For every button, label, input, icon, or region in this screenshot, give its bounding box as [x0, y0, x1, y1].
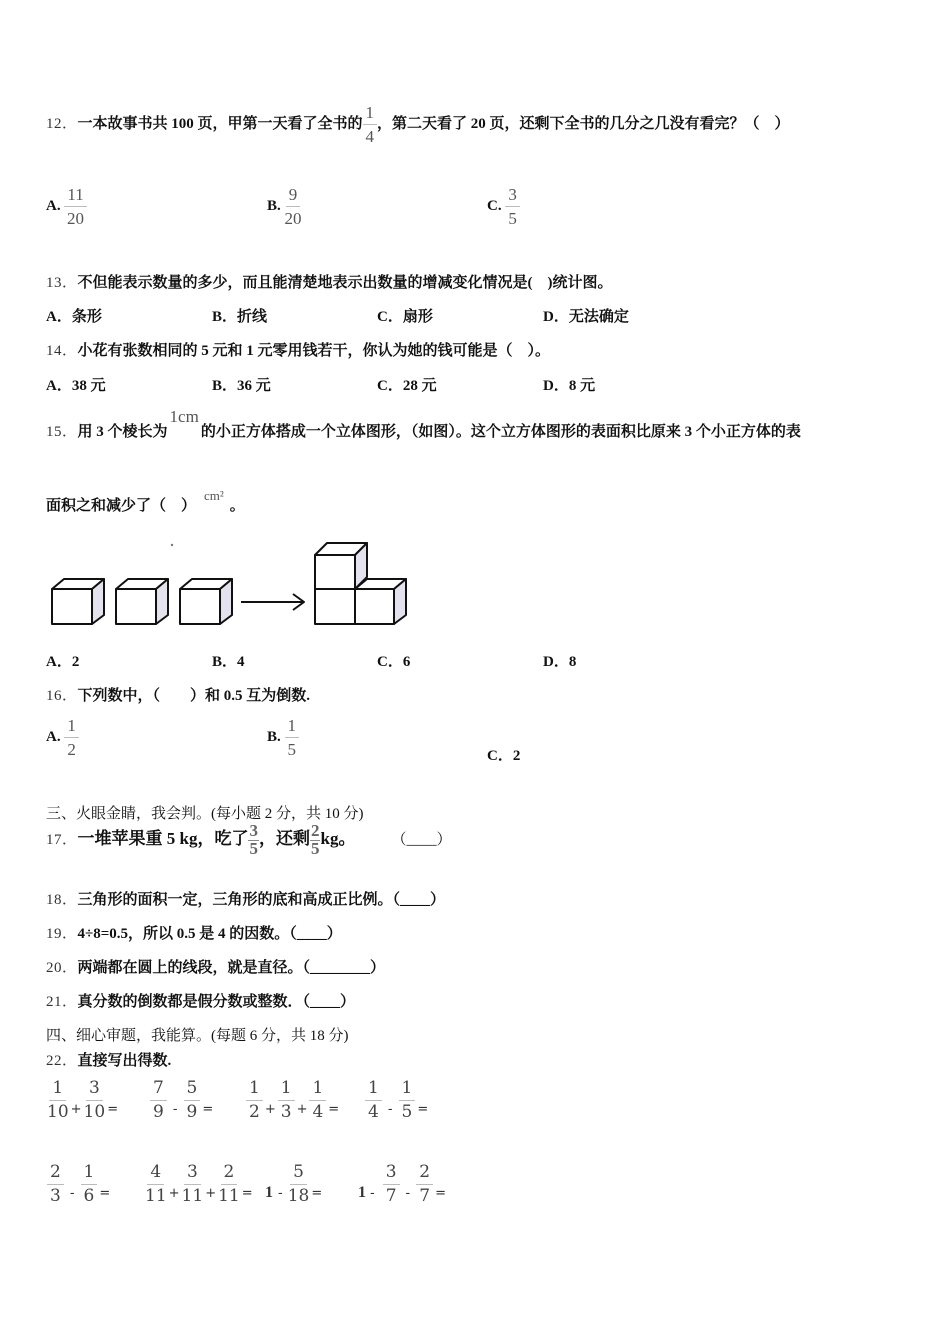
option-label: A. [46, 728, 61, 745]
question-text: 小花有张数相同的 5 元和 1 元零用钱若干，你认为她的钱可能是（ ）。 [77, 343, 551, 359]
option-d[interactable]: D．8 元 [543, 378, 596, 394]
calc-item-6 [145, 1164, 255, 1205]
option-b[interactable]: B．36 元 [212, 378, 271, 394]
denominator: 2 [249, 1102, 260, 1122]
numerator: 2 [310, 821, 320, 840]
denominator: 11 [218, 1186, 240, 1206]
equals: = [99, 1186, 111, 1201]
question-18 [46, 888, 445, 909]
numerator: 2 [47, 1164, 64, 1185]
denominator: 9 [153, 1102, 164, 1122]
question-number: 14． [46, 343, 78, 359]
denominator: 7 [419, 1186, 431, 1206]
option-a[interactable]: A．2 [46, 654, 80, 670]
denominator: 5 [508, 209, 517, 228]
option-a[interactable] [46, 186, 87, 227]
numerator: 1 [285, 717, 300, 738]
question-number: 16． [46, 688, 78, 704]
question-text: 的小正方体搭成一个立体图形，（如图）。这个立方体图形的表面积比原来 3 个小正方体的表 [200, 424, 801, 440]
question-text: 不但能表示数量的多少，而且能清楚地表示出数量的增减变化情况是( )统计图。 [77, 275, 613, 291]
calc-item-5 [47, 1164, 112, 1205]
option-b[interactable] [267, 186, 302, 227]
option-b[interactable] [267, 717, 299, 758]
equals: = [202, 1102, 214, 1117]
denominator: 9 [186, 1102, 198, 1122]
question-text: 真分数的倒数都是假分数或整数．（____） [77, 994, 356, 1010]
denominator: 4 [312, 1102, 324, 1122]
numerator: 9 [286, 186, 301, 207]
operator: - [172, 1102, 178, 1117]
calc-item-8 [358, 1164, 448, 1205]
denominator: 20 [284, 209, 302, 228]
numerator: 1 [81, 1164, 98, 1185]
numerator: 1 [49, 1080, 66, 1101]
equals: = [435, 1186, 446, 1201]
operator: - [278, 1186, 283, 1201]
question-12 [46, 104, 790, 145]
operator: + [205, 1186, 217, 1201]
denominator: 5 [287, 740, 297, 759]
denominator: 18 [287, 1186, 310, 1206]
option-c[interactable]: C．扇形 [377, 309, 433, 325]
question-17 [46, 823, 451, 857]
question-text: 。 [229, 498, 245, 514]
question-text: 两端都在圆上的线段，就是直径。（________） [77, 960, 386, 976]
question-number: 12． [46, 115, 78, 132]
fraction [363, 104, 378, 145]
question-15-cont [46, 488, 245, 515]
section-heading-4: 四、细心审题，我能算。(每题 6 分，共 18 分) [46, 1028, 349, 1044]
calc-item-3 [246, 1080, 341, 1121]
equals: = [311, 1186, 323, 1201]
question-22 [46, 1049, 171, 1070]
numerator: 2 [221, 1164, 238, 1185]
denominator: 2 [67, 740, 76, 759]
section-heading-3: 三、火眼金睛，我会判。(每小题 2 分，共 10 分) [46, 806, 364, 822]
denominator: 5 [249, 839, 258, 859]
whole-number: 1 [265, 1184, 273, 1201]
unit-label: cm² [204, 488, 224, 503]
denominator: 5 [310, 839, 320, 859]
question-text: 三角形的面积一定，三角形的底和高成正比例。（____） [77, 892, 446, 908]
numerator: 3 [184, 1164, 201, 1185]
option-label: B. [267, 197, 281, 214]
question-20 [46, 956, 385, 977]
option-label: A. [46, 197, 61, 214]
fraction [285, 717, 300, 758]
question-15 [46, 407, 801, 441]
option-b[interactable]: B．折线 [212, 309, 268, 325]
question-number: 20． [46, 960, 78, 976]
numerator: 2 [416, 1164, 433, 1185]
question-text: 用 3 个棱长为 [77, 424, 168, 440]
operator: - [69, 1186, 75, 1201]
numerator: 11 [64, 186, 86, 207]
question-21 [46, 990, 355, 1011]
denominator: 10 [47, 1102, 69, 1122]
numerator: 1 [365, 1080, 382, 1101]
cubes-figure [44, 535, 414, 635]
fraction [248, 823, 259, 857]
numerator: 1 [278, 1080, 295, 1101]
denominator: 3 [50, 1186, 61, 1206]
numerator: 1 [399, 1080, 416, 1101]
answer-blank[interactable]: （____） [391, 832, 452, 849]
option-c[interactable]: C．2 [487, 748, 521, 764]
numerator: 1 [246, 1080, 263, 1101]
question-text: 一堆苹果重 5 kg，吃了 [77, 829, 249, 849]
fraction [310, 823, 321, 857]
question-number: 17． [46, 832, 78, 849]
numerator: 4 [147, 1164, 164, 1185]
operator: + [264, 1102, 276, 1117]
operator: + [168, 1186, 180, 1201]
question-number: 18． [46, 892, 78, 908]
numerator: 5 [184, 1080, 201, 1101]
operator: - [405, 1186, 411, 1201]
calc-item-1 [47, 1080, 120, 1121]
calc-item-4 [365, 1080, 430, 1121]
denominator: 3 [280, 1102, 292, 1122]
operator: + [296, 1102, 308, 1117]
numerator: 3 [383, 1164, 400, 1185]
denominator: 11 [145, 1186, 167, 1206]
calc-item-2 [150, 1080, 215, 1121]
option-label: B. [267, 728, 281, 745]
operator: - [387, 1102, 393, 1117]
question-text: 面积之和减少了（ ） [46, 498, 197, 514]
numerator: 1 [363, 104, 378, 125]
calc-item-7 [265, 1164, 324, 1205]
operator: - [370, 1186, 375, 1201]
fraction [285, 186, 302, 227]
question-14 [46, 339, 550, 360]
question-number: 15． [46, 424, 78, 440]
question-16 [46, 684, 310, 705]
denominator: 7 [385, 1186, 397, 1206]
equals: = [107, 1102, 119, 1117]
fraction [64, 186, 86, 227]
denominator: 4 [368, 1102, 379, 1122]
question-text: 4÷8=0.5，所以 0.5 是 4 的因数。（____） [77, 926, 342, 942]
question-text: 下列数中，（ ）和 0.5 互为倒数. [77, 688, 311, 704]
numerator: 3 [249, 821, 258, 840]
question-number: 19． [46, 926, 78, 942]
denominator: 11 [181, 1186, 204, 1206]
option-label: C. [487, 197, 502, 214]
question-text: 直接写出得数. [77, 1053, 172, 1069]
question-text: 一本故事书共 100 页，甲第一天看了全书的 [77, 115, 363, 132]
fraction [505, 186, 520, 227]
option-d[interactable]: D．8 [543, 654, 577, 670]
question-13 [46, 271, 613, 292]
question-text: kg。 [320, 829, 356, 849]
question-text: ，还剩 [258, 829, 310, 849]
numerator: 3 [86, 1080, 103, 1101]
denominator: 5 [401, 1102, 413, 1122]
option-b[interactable]: B．4 [212, 654, 245, 670]
denominator: 10 [83, 1102, 106, 1122]
option-a[interactable] [46, 717, 79, 758]
question-number: 21． [46, 994, 78, 1010]
fraction [64, 717, 79, 758]
whole-number: 1 [358, 1184, 366, 1201]
equals: = [417, 1102, 429, 1117]
question-text: ，第二天看了 20 页，还剩下全书的几分之几没有看完？（ ） [377, 115, 790, 132]
numerator: 7 [150, 1080, 167, 1101]
denominator: 20 [67, 209, 85, 228]
equals: = [241, 1186, 253, 1201]
numerator: 1 [309, 1080, 326, 1101]
option-d[interactable]: D．无法确定 [543, 309, 629, 325]
question-19 [46, 922, 342, 943]
numerator: 5 [290, 1164, 307, 1185]
unit-label: 1cm [169, 407, 199, 426]
option-c[interactable] [487, 186, 520, 227]
option-a[interactable]: A．条形 [46, 309, 102, 325]
equals: = [328, 1102, 340, 1117]
denominator: 6 [83, 1186, 95, 1206]
numerator: 1 [64, 717, 79, 738]
operator: + [70, 1102, 82, 1117]
numerator: 3 [505, 186, 520, 207]
question-number: 13． [46, 275, 78, 291]
option-c[interactable]: C．6 [377, 654, 411, 670]
question-number: 22． [46, 1053, 78, 1069]
option-a[interactable]: A．38 元 [46, 378, 106, 394]
option-c[interactable]: C．28 元 [377, 378, 437, 394]
denominator: 4 [365, 127, 375, 146]
